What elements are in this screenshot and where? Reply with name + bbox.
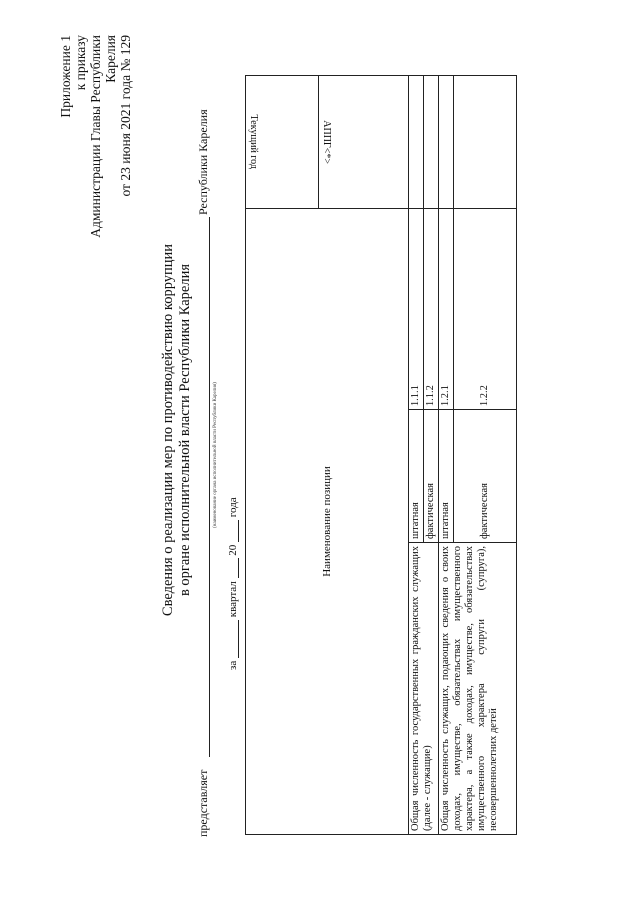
appendix-line-3: Администрации Главы Республики Карелия: [88, 35, 118, 238]
row-2-kind: фактическая: [424, 410, 439, 543]
appendix-block: [58, 35, 133, 285]
row-3-text: Общая численность служащих, подающих сведения о своих доходах, имуществе, обязательствах имущественного характера, а также доходах, имуществе, обязательствах имущественного характера супруги (супруга), несовершеннолетних детей: [439, 543, 517, 835]
table-row: [439, 76, 454, 835]
row-4-code: 1.2.2: [454, 208, 517, 409]
header-name-cell: [246, 208, 409, 834]
row-1-text: Общая численность государственных гражданских служащих (далее - служащие): [409, 543, 439, 835]
header-current-year-cell: [246, 76, 319, 209]
table-row: [409, 76, 424, 835]
document-title: [160, 150, 194, 710]
period-quarter: квартал: [227, 581, 239, 618]
table-header-row: [246, 76, 319, 835]
period-quarter-blank[interactable]: [228, 620, 239, 658]
row-3-code: 1.2.1: [439, 208, 454, 409]
appendix-line-4: от 23 июня 2021 года № 129: [118, 35, 133, 197]
row-1-code: 1.1.1: [409, 208, 424, 409]
period-za: за: [227, 660, 239, 670]
org-name-line: [209, 217, 210, 757]
row-1-value[interactable]: [409, 76, 424, 209]
period-gap-blank: [228, 558, 239, 578]
appendix-line-2: к приказу: [73, 35, 88, 91]
period-twenty: 20: [227, 544, 239, 556]
header-current-year: Текущий год: [248, 114, 259, 170]
header-appg: АППГ<*>: [321, 120, 332, 164]
presents-label: представляет: [196, 769, 210, 837]
header-appg-cell: [319, 76, 409, 209]
row-4-kind: фактическая: [454, 410, 517, 543]
row-1-kind: штатная: [409, 410, 424, 543]
row-3-kind: штатная: [439, 410, 454, 543]
row-4-value[interactable]: [454, 76, 517, 209]
title-line-1: Сведения о реализации мер по противодействию коррупции: [160, 243, 176, 617]
title-line-2: в органе исполнительной власти Республики Карелия: [177, 263, 193, 597]
region-tail: Республики Карелия: [196, 109, 210, 215]
data-table: [245, 75, 517, 835]
period-year: года: [227, 497, 239, 518]
row-2-value[interactable]: [424, 76, 439, 209]
org-name-note: (наименование органа исполнительной власти Республики Карелия): [213, 382, 218, 528]
reporting-period: [227, 497, 239, 670]
row-2-code: 1.1.2: [424, 208, 439, 409]
row-3-value[interactable]: [439, 76, 454, 209]
header-name: Наименование позиции: [321, 466, 333, 577]
period-year-blank[interactable]: [228, 520, 239, 542]
appendix-line-1: Приложение 1: [58, 35, 73, 118]
